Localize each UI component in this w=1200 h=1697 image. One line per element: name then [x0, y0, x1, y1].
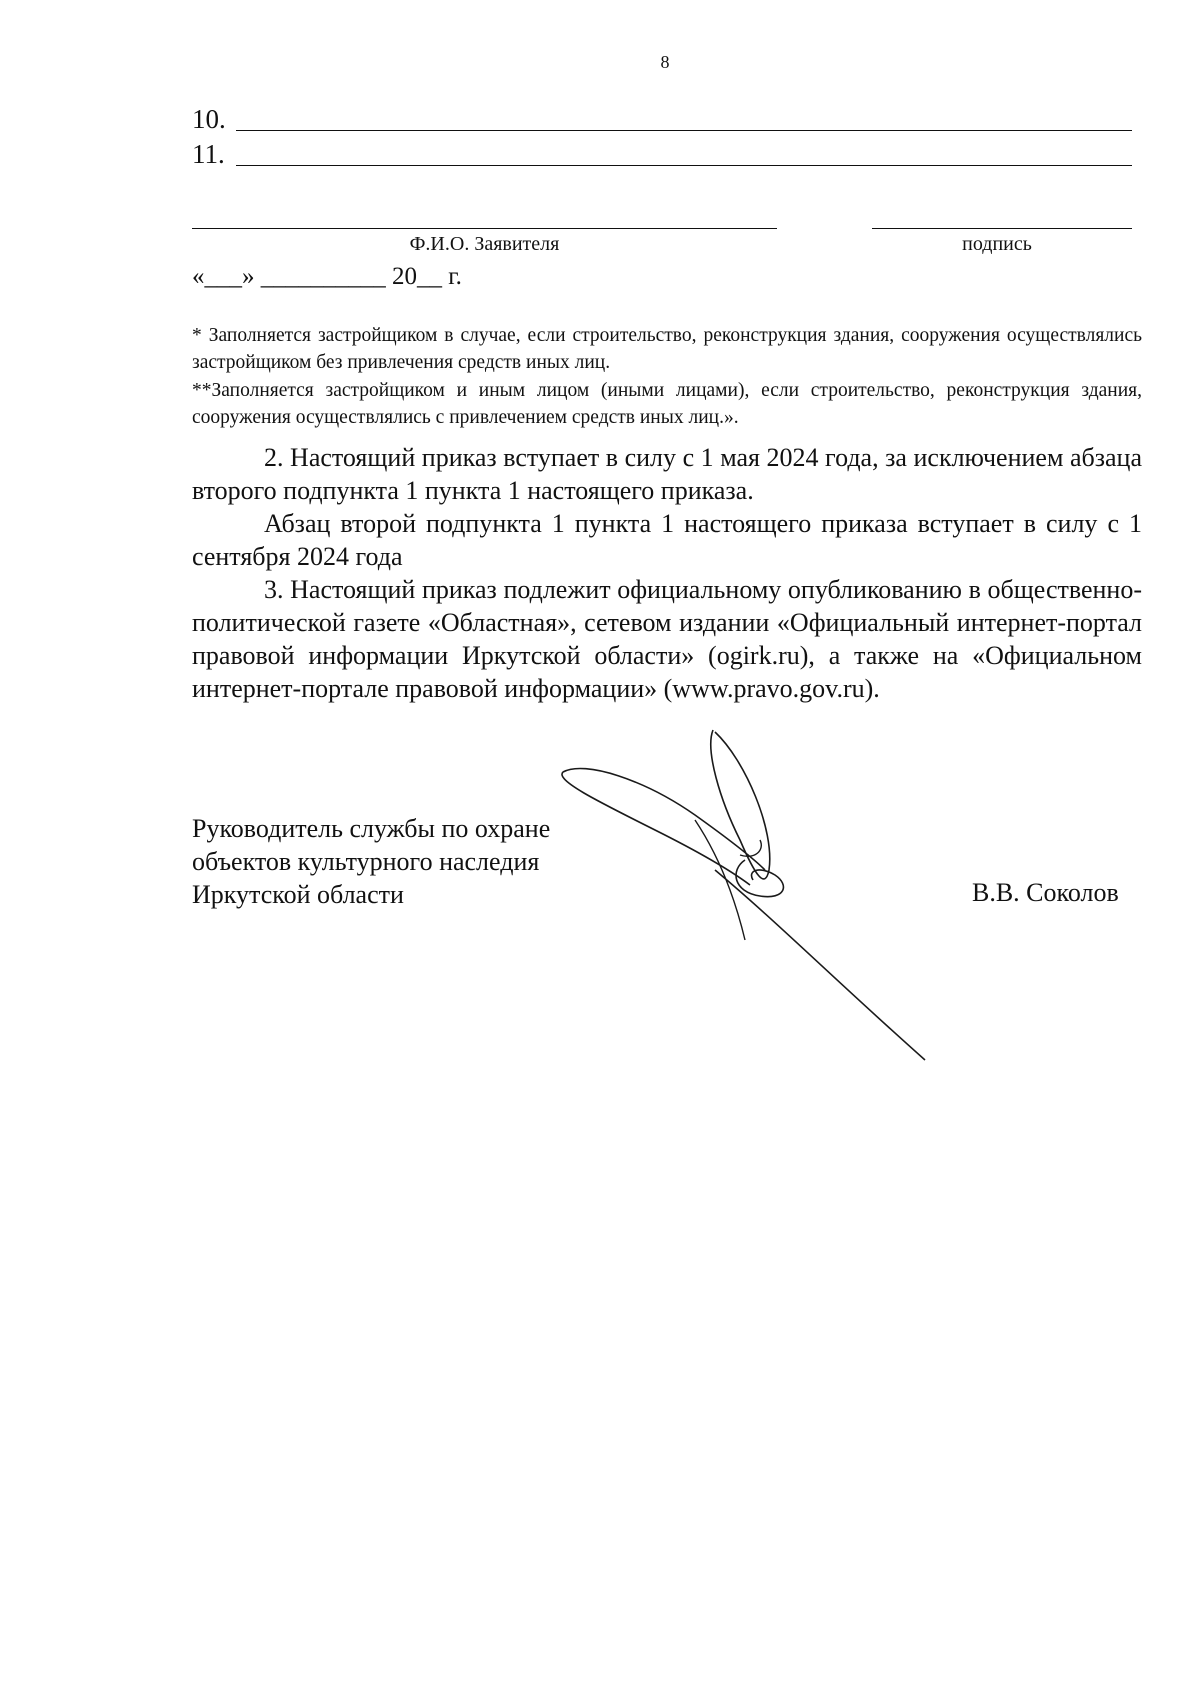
paragraph-publication: 3. Настоящий приказ подлежит официальному опубликованию в общественно-политической газете «Областная», сетевом издании «Официальный интернет-портал правовой информации Иркутской области» (ogirk.ru), а также на «Официальном интернет-портале правовой информации» (www.pravo.gov.ru). [192, 575, 1142, 703]
name-blank-line [192, 228, 777, 229]
page-number: 8 [660, 52, 670, 72]
signer-title-line: Руководитель службы по охране [192, 814, 551, 843]
name-field-label: Ф.И.О. Заявителя [409, 233, 560, 255]
signer-title [192, 812, 550, 911]
signature-blank-line [872, 228, 1132, 229]
list-item-number: 11. [192, 139, 225, 169]
list-item [192, 138, 1132, 170]
footnote-double-asterisk: **Заполняется застройщиком и иным лицом (иными лицами), если строительство, реконструкция здания, сооружения осуществлялись с привлечением средств иных лиц.». [192, 380, 1142, 428]
blank-line [236, 130, 1132, 131]
list-item-number: 10. [192, 104, 226, 134]
list-item [192, 103, 1132, 135]
signer-title-line: объектов культурного наследия [192, 847, 540, 876]
paragraph-exception-date: Абзац второй подпункта 1 пункта 1 настоящего приказа вступает в силу с 1 сентября 2024 года [192, 509, 1142, 571]
signer-name: В.В. Соколов [972, 878, 1119, 907]
footnote-single-asterisk: * Заполняется застройщиком в случае, если строительство, реконструкция здания, сооружения осуществлялись застройщиком без привлечения средств иных лиц. [192, 325, 1142, 373]
signature-field-label: подпись [962, 233, 1032, 255]
handwritten-signature [555, 720, 935, 1080]
paragraph-effective-date: 2. Настоящий приказ вступает в силу с 1 мая 2024 года, за исключением абзаца второго подпункта 1 пункта 1 настоящего приказа. [192, 443, 1142, 505]
date-field: «___» __________ 20__ г. [192, 263, 462, 290]
blank-line [236, 165, 1132, 166]
signer-title-line: Иркутской области [192, 880, 404, 909]
